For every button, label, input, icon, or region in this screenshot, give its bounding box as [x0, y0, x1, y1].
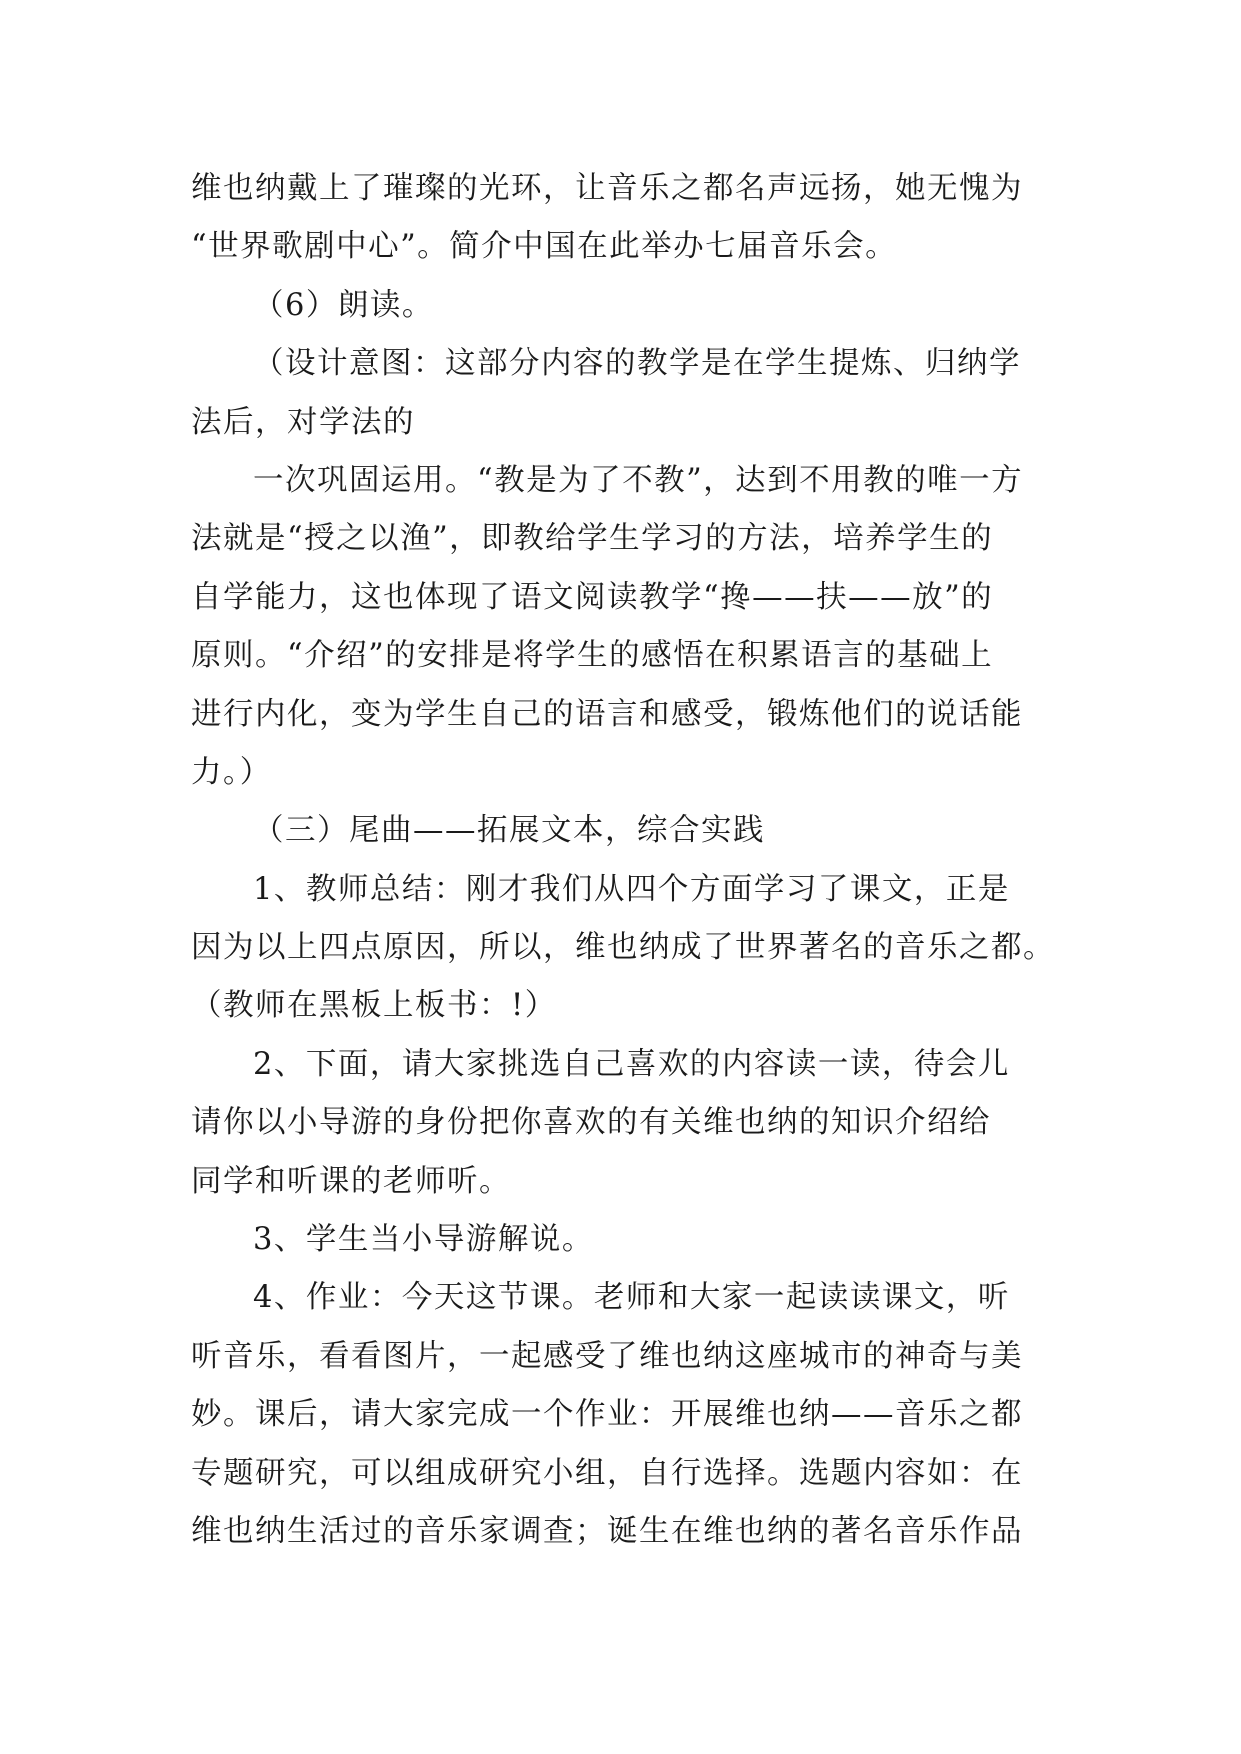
text-line: “世界歌剧中心”。简介中国在此举办七届音乐会。: [191, 229, 898, 265]
text-line: （设计意图：这部分内容的教学是在学生提炼、归纳学: [253, 346, 1021, 382]
text-line: 法后，对学法的: [191, 404, 415, 440]
text-line: 2、下面，请大家挑选自己喜欢的内容读一读，待会儿: [253, 1046, 1010, 1082]
text-line: 1、教师总结：刚才我们从四个方面学习了课文，正是: [253, 871, 1010, 907]
text-line: （6）朗读。: [253, 287, 434, 323]
text-line: 听音乐，看看图片，一起感受了维也纳这座城市的神奇与美: [191, 1338, 1023, 1374]
text-line: 原则。“介绍”的安排是将学生的感悟在积累语言的基础上: [191, 638, 994, 674]
section-heading: （三）尾曲——拓展文本，综合实践: [253, 813, 765, 849]
text-line: 力。）: [191, 754, 272, 790]
text-line: 法就是“授之以渔”，即教给学生学习的方法，培养学生的: [191, 521, 994, 557]
text-line: 4、作业：今天这节课。老师和大家一起读读课文，听: [253, 1280, 1010, 1316]
text-line: 因为以上四点原因，所以，维也纳成了世界著名的音乐之都。: [191, 930, 1055, 966]
text-line: 请你以小导游的身份把你喜欢的有关维也纳的知识介绍给: [191, 1105, 991, 1141]
text-line: 进行内化，变为学生自己的语言和感受，锻炼他们的说话能: [191, 696, 1023, 732]
text-line: 维也纳戴上了璀璨的光环，让音乐之都名声远扬，她无愧为: [191, 171, 1023, 206]
text-line: 妙。课后，请大家完成一个作业：开展维也纳——音乐之都: [191, 1397, 1023, 1433]
text-line: 3、学生当小导游解说。: [253, 1222, 594, 1258]
text-line: 自学能力，这也体现了语文阅读教学“搀——扶——放”的: [191, 579, 994, 615]
text-line: 一次巩固运用。“教是为了不教”，达到不用教的唯一方: [253, 462, 1024, 498]
text-line: （教师在黑板上板书：!）: [191, 988, 557, 1024]
body-text: [191, 160, 1055, 1561]
text-line: 维也纳生活过的音乐家调查；诞生在维也纳的著名音乐作品: [191, 1513, 1023, 1549]
text-line: 专题研究，可以组成研究小组，自行选择。选题内容如：在: [191, 1455, 1023, 1491]
text-line: 同学和听课的老师听。: [191, 1163, 511, 1199]
